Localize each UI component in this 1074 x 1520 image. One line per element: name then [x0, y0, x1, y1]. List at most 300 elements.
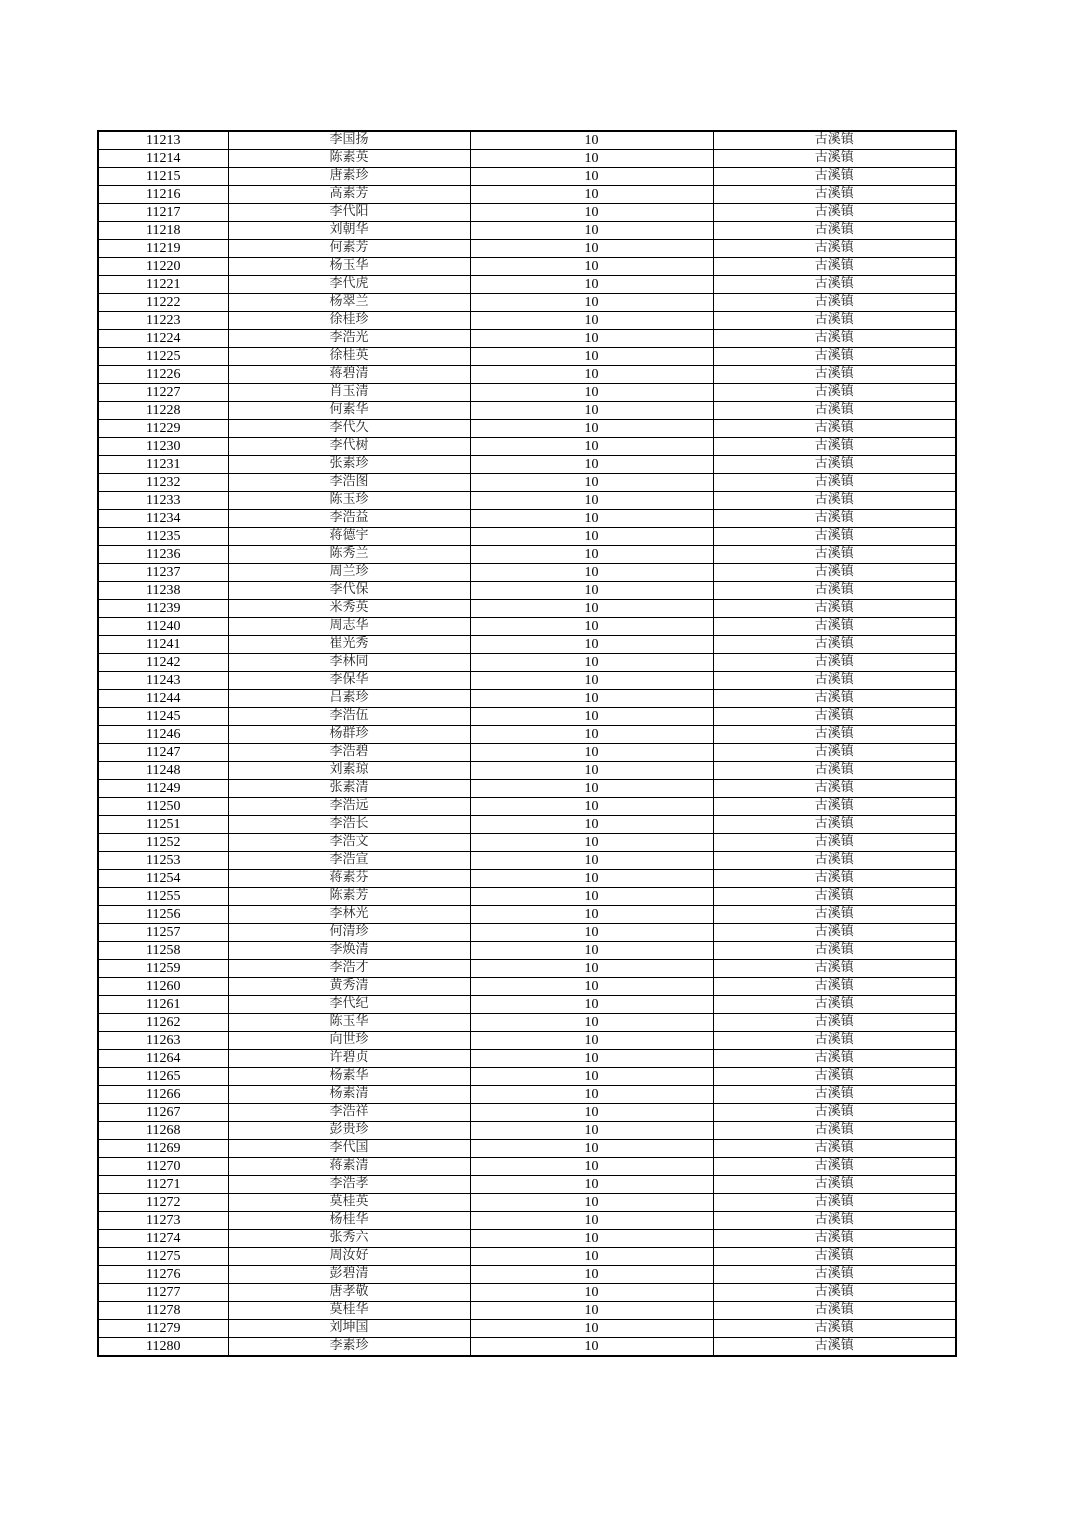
amount-cell: 10	[470, 1266, 713, 1284]
town-cell: 古溪镇	[713, 870, 956, 888]
table-row	[98, 131, 956, 150]
record-id-cell: 11236	[98, 546, 228, 564]
table-row	[98, 924, 956, 942]
record-id-cell: 11232	[98, 474, 228, 492]
amount-cell: 10	[470, 1122, 713, 1140]
record-id-cell: 11241	[98, 636, 228, 654]
record-id-cell: 11268	[98, 1122, 228, 1140]
amount-cell: 10	[470, 366, 713, 384]
record-id-cell: 11246	[98, 726, 228, 744]
record-id-cell: 11273	[98, 1212, 228, 1230]
amount-cell: 10	[470, 1230, 713, 1248]
amount-cell: 10	[470, 1338, 713, 1357]
amount-cell: 10	[470, 1302, 713, 1320]
person-name-cell: 陈素芳	[228, 888, 470, 906]
person-name-cell: 何素华	[228, 402, 470, 420]
record-id-cell: 11277	[98, 1284, 228, 1302]
town-cell: 古溪镇	[713, 924, 956, 942]
amount-cell: 10	[470, 1050, 713, 1068]
record-id-cell: 11276	[98, 1266, 228, 1284]
amount-cell: 10	[470, 780, 713, 798]
person-name-cell: 李浩远	[228, 798, 470, 816]
record-id-cell: 11227	[98, 384, 228, 402]
amount-cell: 10	[470, 654, 713, 672]
person-name-cell: 李浩图	[228, 474, 470, 492]
person-name-cell: 蒋素清	[228, 1158, 470, 1176]
town-cell: 古溪镇	[713, 1068, 956, 1086]
town-cell: 古溪镇	[713, 204, 956, 222]
amount-cell: 10	[470, 798, 713, 816]
amount-cell: 10	[470, 1158, 713, 1176]
person-name-cell: 张素珍	[228, 456, 470, 474]
record-id-cell: 11278	[98, 1302, 228, 1320]
town-cell: 古溪镇	[713, 1194, 956, 1212]
table-row	[98, 816, 956, 834]
amount-cell: 10	[470, 150, 713, 168]
record-id-cell: 11220	[98, 258, 228, 276]
person-name-cell: 米秀英	[228, 600, 470, 618]
amount-cell: 10	[470, 960, 713, 978]
record-id-cell: 11266	[98, 1086, 228, 1104]
records-table	[97, 130, 957, 1357]
town-cell: 古溪镇	[713, 456, 956, 474]
table-row	[98, 762, 956, 780]
record-id-cell: 11275	[98, 1248, 228, 1266]
table-row	[98, 168, 956, 186]
town-cell: 古溪镇	[713, 348, 956, 366]
table-row	[98, 708, 956, 726]
person-name-cell: 陈玉华	[228, 1014, 470, 1032]
person-name-cell: 杨素清	[228, 1086, 470, 1104]
table-row	[98, 258, 956, 276]
person-name-cell: 李浩祥	[228, 1104, 470, 1122]
amount-cell: 10	[470, 1212, 713, 1230]
amount-cell: 10	[470, 888, 713, 906]
town-cell: 古溪镇	[713, 1230, 956, 1248]
record-id-cell: 11257	[98, 924, 228, 942]
table-row	[98, 1194, 956, 1212]
record-id-cell: 11245	[98, 708, 228, 726]
record-id-cell: 11222	[98, 294, 228, 312]
person-name-cell: 陈素英	[228, 150, 470, 168]
record-id-cell: 11217	[98, 204, 228, 222]
table-row	[98, 1212, 956, 1230]
amount-cell: 10	[470, 456, 713, 474]
record-id-cell: 11265	[98, 1068, 228, 1086]
table-row	[98, 870, 956, 888]
table-row	[98, 1266, 956, 1284]
table-row	[98, 1158, 956, 1176]
record-id-cell: 11229	[98, 420, 228, 438]
record-id-cell: 11224	[98, 330, 228, 348]
table-row	[98, 420, 956, 438]
person-name-cell: 李代保	[228, 582, 470, 600]
town-cell: 古溪镇	[713, 780, 956, 798]
person-name-cell: 李代国	[228, 1140, 470, 1158]
town-cell: 古溪镇	[713, 131, 956, 150]
person-name-cell: 李浩光	[228, 330, 470, 348]
amount-cell: 10	[470, 816, 713, 834]
person-name-cell: 唐素珍	[228, 168, 470, 186]
town-cell: 古溪镇	[713, 600, 956, 618]
person-name-cell: 李国扬	[228, 131, 470, 150]
table-row	[98, 618, 956, 636]
table-row	[98, 942, 956, 960]
table-row	[98, 1122, 956, 1140]
person-name-cell: 崔光秀	[228, 636, 470, 654]
amount-cell: 10	[470, 222, 713, 240]
town-cell: 古溪镇	[713, 996, 956, 1014]
town-cell: 古溪镇	[713, 1014, 956, 1032]
table-row	[98, 186, 956, 204]
record-id-cell: 11215	[98, 168, 228, 186]
amount-cell: 10	[470, 258, 713, 276]
person-name-cell: 李焕清	[228, 942, 470, 960]
amount-cell: 10	[470, 852, 713, 870]
town-cell: 古溪镇	[713, 978, 956, 996]
person-name-cell: 彭碧清	[228, 1266, 470, 1284]
town-cell: 古溪镇	[713, 1284, 956, 1302]
record-id-cell: 11218	[98, 222, 228, 240]
person-name-cell: 何清珍	[228, 924, 470, 942]
person-name-cell: 周志华	[228, 618, 470, 636]
town-cell: 古溪镇	[713, 744, 956, 762]
table-row	[98, 492, 956, 510]
person-name-cell: 杨群珍	[228, 726, 470, 744]
table-row	[98, 1176, 956, 1194]
table-row	[98, 1050, 956, 1068]
amount-cell: 10	[470, 276, 713, 294]
person-name-cell: 吕素珍	[228, 690, 470, 708]
record-id-cell: 11252	[98, 834, 228, 852]
person-name-cell: 周兰珍	[228, 564, 470, 582]
amount-cell: 10	[470, 1194, 713, 1212]
amount-cell: 10	[470, 690, 713, 708]
amount-cell: 10	[470, 294, 713, 312]
person-name-cell: 李浩文	[228, 834, 470, 852]
amount-cell: 10	[470, 924, 713, 942]
table-row	[98, 1032, 956, 1050]
person-name-cell: 黄秀清	[228, 978, 470, 996]
amount-cell: 10	[470, 420, 713, 438]
person-name-cell: 杨翠兰	[228, 294, 470, 312]
record-id-cell: 11253	[98, 852, 228, 870]
town-cell: 古溪镇	[713, 582, 956, 600]
town-cell: 古溪镇	[713, 942, 956, 960]
town-cell: 古溪镇	[713, 510, 956, 528]
town-cell: 古溪镇	[713, 402, 956, 420]
table-row	[98, 474, 956, 492]
amount-cell: 10	[470, 834, 713, 852]
table-row	[98, 726, 956, 744]
record-id-cell: 11254	[98, 870, 228, 888]
record-id-cell: 11250	[98, 798, 228, 816]
town-cell: 古溪镇	[713, 528, 956, 546]
person-name-cell: 张秀六	[228, 1230, 470, 1248]
record-id-cell: 11260	[98, 978, 228, 996]
amount-cell: 10	[470, 1068, 713, 1086]
record-id-cell: 11214	[98, 150, 228, 168]
town-cell: 古溪镇	[713, 294, 956, 312]
amount-cell: 10	[470, 600, 713, 618]
town-cell: 古溪镇	[713, 312, 956, 330]
town-cell: 古溪镇	[713, 168, 956, 186]
town-cell: 古溪镇	[713, 1176, 956, 1194]
table-row	[98, 1086, 956, 1104]
table-row	[98, 1014, 956, 1032]
table-row	[98, 600, 956, 618]
amount-cell: 10	[470, 942, 713, 960]
record-id-cell: 11263	[98, 1032, 228, 1050]
town-cell: 古溪镇	[713, 708, 956, 726]
amount-cell: 10	[470, 564, 713, 582]
table-row	[98, 204, 956, 222]
record-id-cell: 11237	[98, 564, 228, 582]
table-row	[98, 366, 956, 384]
town-cell: 古溪镇	[713, 564, 956, 582]
amount-cell: 10	[470, 438, 713, 456]
town-cell: 古溪镇	[713, 1122, 956, 1140]
record-id-cell: 11223	[98, 312, 228, 330]
town-cell: 古溪镇	[713, 366, 956, 384]
amount-cell: 10	[470, 1032, 713, 1050]
record-id-cell: 11233	[98, 492, 228, 510]
record-id-cell: 11240	[98, 618, 228, 636]
person-name-cell: 高素芳	[228, 186, 470, 204]
record-id-cell: 11226	[98, 366, 228, 384]
record-id-cell: 11272	[98, 1194, 228, 1212]
town-cell: 古溪镇	[713, 384, 956, 402]
record-id-cell: 11213	[98, 131, 228, 150]
table-row	[98, 690, 956, 708]
town-cell: 古溪镇	[713, 1158, 956, 1176]
table-row	[98, 240, 956, 258]
table-row	[98, 1284, 956, 1302]
town-cell: 古溪镇	[713, 258, 956, 276]
table-row	[98, 510, 956, 528]
record-id-cell: 11270	[98, 1158, 228, 1176]
table-row	[98, 1230, 956, 1248]
person-name-cell: 向世珍	[228, 1032, 470, 1050]
table-row	[98, 798, 956, 816]
records-table-body	[98, 131, 956, 1356]
town-cell: 古溪镇	[713, 1338, 956, 1357]
record-id-cell: 11219	[98, 240, 228, 258]
amount-cell: 10	[470, 1284, 713, 1302]
amount-cell: 10	[470, 528, 713, 546]
town-cell: 古溪镇	[713, 1302, 956, 1320]
table-row	[98, 834, 956, 852]
amount-cell: 10	[470, 474, 713, 492]
table-row	[98, 636, 956, 654]
amount-cell: 10	[470, 906, 713, 924]
person-name-cell: 陈玉珍	[228, 492, 470, 510]
table-row	[98, 402, 956, 420]
record-id-cell: 11262	[98, 1014, 228, 1032]
town-cell: 古溪镇	[713, 1032, 956, 1050]
town-cell: 古溪镇	[713, 1104, 956, 1122]
person-name-cell: 蒋素芬	[228, 870, 470, 888]
record-id-cell: 11269	[98, 1140, 228, 1158]
town-cell: 古溪镇	[713, 816, 956, 834]
person-name-cell: 李浩益	[228, 510, 470, 528]
record-id-cell: 11243	[98, 672, 228, 690]
amount-cell: 10	[470, 312, 713, 330]
table-row	[98, 456, 956, 474]
town-cell: 古溪镇	[713, 672, 956, 690]
record-id-cell: 11259	[98, 960, 228, 978]
person-name-cell: 徐桂珍	[228, 312, 470, 330]
town-cell: 古溪镇	[713, 222, 956, 240]
person-name-cell: 刘素琼	[228, 762, 470, 780]
town-cell: 古溪镇	[713, 1140, 956, 1158]
amount-cell: 10	[470, 186, 713, 204]
record-id-cell: 11271	[98, 1176, 228, 1194]
amount-cell: 10	[470, 1014, 713, 1032]
table-row	[98, 330, 956, 348]
record-id-cell: 11261	[98, 996, 228, 1014]
record-id-cell: 11251	[98, 816, 228, 834]
person-name-cell: 杨桂华	[228, 1212, 470, 1230]
person-name-cell: 李浩孝	[228, 1176, 470, 1194]
person-name-cell: 李代树	[228, 438, 470, 456]
person-name-cell: 徐桂英	[228, 348, 470, 366]
town-cell: 古溪镇	[713, 636, 956, 654]
table-row	[98, 996, 956, 1014]
table-row	[98, 276, 956, 294]
record-id-cell: 11280	[98, 1338, 228, 1357]
amount-cell: 10	[470, 1320, 713, 1338]
town-cell: 古溪镇	[713, 474, 956, 492]
record-id-cell: 11225	[98, 348, 228, 366]
table-row	[98, 744, 956, 762]
person-name-cell: 唐孝敬	[228, 1284, 470, 1302]
person-name-cell: 李浩长	[228, 816, 470, 834]
record-id-cell: 11267	[98, 1104, 228, 1122]
table-row	[98, 906, 956, 924]
person-name-cell: 许碧贞	[228, 1050, 470, 1068]
town-cell: 古溪镇	[713, 1248, 956, 1266]
town-cell: 古溪镇	[713, 546, 956, 564]
record-id-cell: 11264	[98, 1050, 228, 1068]
amount-cell: 10	[470, 204, 713, 222]
record-id-cell: 11255	[98, 888, 228, 906]
table-row	[98, 1320, 956, 1338]
town-cell: 古溪镇	[713, 1086, 956, 1104]
record-id-cell: 11228	[98, 402, 228, 420]
table-row	[98, 222, 956, 240]
person-name-cell: 李代久	[228, 420, 470, 438]
record-id-cell: 11244	[98, 690, 228, 708]
record-id-cell: 11248	[98, 762, 228, 780]
table-row	[98, 1140, 956, 1158]
record-id-cell: 11238	[98, 582, 228, 600]
amount-cell: 10	[470, 870, 713, 888]
amount-cell: 10	[470, 510, 713, 528]
record-id-cell: 11247	[98, 744, 228, 762]
amount-cell: 10	[470, 131, 713, 150]
table-row	[98, 582, 956, 600]
amount-cell: 10	[470, 708, 713, 726]
record-id-cell: 11230	[98, 438, 228, 456]
record-id-cell: 11256	[98, 906, 228, 924]
person-name-cell: 杨玉华	[228, 258, 470, 276]
record-id-cell: 11258	[98, 942, 228, 960]
town-cell: 古溪镇	[713, 150, 956, 168]
record-id-cell: 11216	[98, 186, 228, 204]
town-cell: 古溪镇	[713, 690, 956, 708]
person-name-cell: 李素珍	[228, 1338, 470, 1357]
table-row	[98, 312, 956, 330]
person-name-cell: 李浩碧	[228, 744, 470, 762]
amount-cell: 10	[470, 240, 713, 258]
record-id-cell: 11249	[98, 780, 228, 798]
table-row	[98, 672, 956, 690]
amount-cell: 10	[470, 1176, 713, 1194]
record-id-cell: 11239	[98, 600, 228, 618]
table-row	[98, 150, 956, 168]
town-cell: 古溪镇	[713, 186, 956, 204]
table-row	[98, 1068, 956, 1086]
table-row	[98, 852, 956, 870]
person-name-cell: 李保华	[228, 672, 470, 690]
amount-cell: 10	[470, 672, 713, 690]
town-cell: 古溪镇	[713, 438, 956, 456]
amount-cell: 10	[470, 978, 713, 996]
amount-cell: 10	[470, 492, 713, 510]
table-row	[98, 438, 956, 456]
person-name-cell: 李林同	[228, 654, 470, 672]
person-name-cell: 肖玉清	[228, 384, 470, 402]
table-row	[98, 1104, 956, 1122]
record-id-cell: 11279	[98, 1320, 228, 1338]
town-cell: 古溪镇	[713, 1320, 956, 1338]
amount-cell: 10	[470, 348, 713, 366]
town-cell: 古溪镇	[713, 726, 956, 744]
record-id-cell: 11234	[98, 510, 228, 528]
table-row	[98, 294, 956, 312]
town-cell: 古溪镇	[713, 330, 956, 348]
record-id-cell: 11235	[98, 528, 228, 546]
amount-cell: 10	[470, 636, 713, 654]
table-row	[98, 384, 956, 402]
town-cell: 古溪镇	[713, 852, 956, 870]
person-name-cell: 蒋碧清	[228, 366, 470, 384]
amount-cell: 10	[470, 744, 713, 762]
person-name-cell: 莫桂英	[228, 1194, 470, 1212]
town-cell: 古溪镇	[713, 492, 956, 510]
table-row	[98, 1338, 956, 1357]
town-cell: 古溪镇	[713, 798, 956, 816]
amount-cell: 10	[470, 618, 713, 636]
person-name-cell: 李代虎	[228, 276, 470, 294]
amount-cell: 10	[470, 726, 713, 744]
town-cell: 古溪镇	[713, 888, 956, 906]
amount-cell: 10	[470, 330, 713, 348]
town-cell: 古溪镇	[713, 1212, 956, 1230]
record-id-cell: 11231	[98, 456, 228, 474]
table-row	[98, 1248, 956, 1266]
amount-cell: 10	[470, 1086, 713, 1104]
table-row	[98, 528, 956, 546]
town-cell: 古溪镇	[713, 618, 956, 636]
person-name-cell: 刘朝华	[228, 222, 470, 240]
record-id-cell: 11221	[98, 276, 228, 294]
town-cell: 古溪镇	[713, 834, 956, 852]
town-cell: 古溪镇	[713, 420, 956, 438]
person-name-cell: 何素芳	[228, 240, 470, 258]
town-cell: 古溪镇	[713, 276, 956, 294]
